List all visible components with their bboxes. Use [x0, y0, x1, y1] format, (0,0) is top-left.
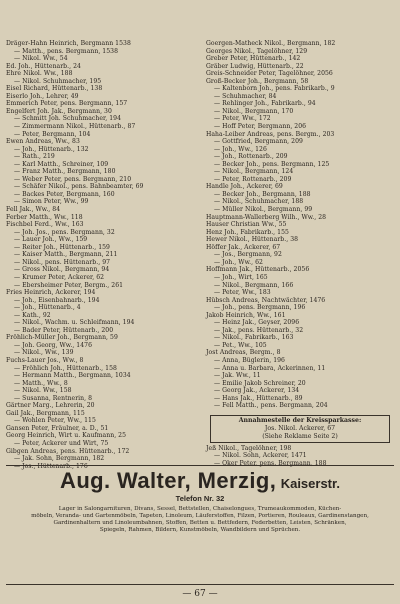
directory-entry: — Peter, Ww., 172	[214, 115, 271, 123]
directory-entry: Engelfert Joh. Jak., Bergmann, 30	[6, 107, 112, 115]
directory-entry: — Becker Joh., pens. Bergmann, 125	[214, 160, 330, 168]
directory-entry: Handle Joh., Ackerer, 69	[206, 183, 283, 191]
directory-entry: Hauser Christian Ww., 55	[206, 221, 287, 229]
directory-entry: — Peter, Ww., 183	[214, 289, 271, 297]
notice-line-3: (Siehe Reklame Seite 2)	[262, 432, 338, 440]
directory-entry: Gräber Ludwig, Hüttenarb., 22	[206, 62, 304, 70]
directory-entry: — Jak. Sohn, Bergmann, 182	[14, 455, 105, 463]
directory-entry: — Nikol., pens. Hüttenarb., 97	[14, 258, 111, 266]
directory-entry: Jeß Nikol., Tagelöhner, 198	[206, 444, 292, 452]
directory-entry: — Bader Peter, Hüttenarb., 200	[14, 326, 114, 334]
directory-entry: — Hermann Matth., Bergmann, 1034	[14, 372, 131, 380]
divider-top	[6, 465, 394, 466]
directory-entry: — Joh. Jos., pens. Bergmann, 32	[14, 228, 115, 236]
directory-entry: — Krumer Peter, Ackerer, 62	[14, 273, 105, 281]
directory-entry: Ed. Joh., Hüttenarb., 24	[6, 62, 81, 70]
directory-entry: — Nikol. Sohn, Ackerer, 1471	[214, 452, 307, 460]
directory-entry: Ehre Nikol. Ww., 188	[6, 70, 73, 78]
directory-entry: Dräger-Hahn Heinrich, Bergmann 1538	[6, 40, 131, 47]
directory-entry: — Simon Peter, Ww., 99	[14, 198, 89, 206]
directory-entry: — Jos., Bergmann, 92	[214, 251, 282, 259]
directory-entry: — Schmitt Joh. Schuhmacher, 194	[14, 115, 122, 123]
directory-entry: Groß-Becker Joh., Bergmann, 58	[206, 77, 309, 85]
directory-entry: — Joh., Hüttenarb., 4	[14, 304, 81, 312]
divider-bottom	[6, 584, 394, 585]
directory-entry: Jost Andreas, Bergm., 8	[206, 349, 281, 357]
directory-entry: — Gross Nikol., Bergmann, 94	[14, 266, 110, 274]
directory-entry: — Anna u. Barbara, Ackerinnen, 11	[214, 364, 326, 372]
directory-entry: Eisel Richard, Hüttenarb., 138	[6, 85, 103, 93]
notice-line-2: Jos. Nikol. Ackerer, 67	[264, 424, 336, 432]
directory-entry: — Jak. Ww., 11	[214, 372, 261, 380]
page-number: — 67 —	[182, 589, 218, 599]
directory-entry: — Joh., Eisenbahnarb., 194	[14, 296, 100, 304]
directory-entry: — Müller Nikol., Bergmann, 99	[214, 206, 313, 214]
directory-entry: — Susanna, Rentnerin, 8	[14, 394, 93, 402]
directory-entry: — Jak., pens. Hüttenarb., 32	[214, 326, 304, 334]
advertiser-banner	[0, 468, 400, 494]
directory-entry: — Nikol., Wachm. u. Schleifmann, 194	[14, 319, 135, 327]
directory-entry: — Joh. Georg, Ww., 1476	[14, 341, 92, 349]
directory-entry: — Nikol., Ww., 139	[14, 349, 74, 357]
directory-entry: — Joh., Ww., 126	[214, 145, 267, 153]
directory-entry: — Peter, Rottenarb., 209	[214, 175, 292, 183]
directory-entry: — Georg Jak., Ackerer, 134	[214, 387, 300, 395]
directory-entry: — Joh., Rottenarb., 209	[214, 153, 288, 161]
advertiser-telefon: Telefon Nr. 32	[175, 494, 225, 503]
advertiser-description	[6, 506, 394, 534]
advertiser-name: Aug. Walter, Merzig,	[60, 468, 277, 493]
directory-entry: — Peter, Ackerer und Wirt, 75	[14, 439, 109, 447]
directory-entry: — Weber Peter, pens. Bergmann, 210	[14, 175, 132, 183]
directory-entry: — Hoff Peter, Bergmann, 206	[214, 123, 307, 131]
ad-text-line: Gardinenhaltern und Linoleumbahnen, Stoffen, Betten u. Bettfedern, Federbetten, Leisten, Schränken,	[53, 520, 347, 526]
directory-entry: — Fell Matth., pens. Bergmann, 204	[214, 402, 328, 410]
directory-entry: — Becker Joh., Bergmann, 188	[214, 190, 311, 198]
directory-entry: Goergen-Matheck Nikol., Bergmann, 182	[206, 40, 336, 47]
directory-entry: — Peter, Bergmann, 104	[14, 130, 91, 138]
directory-entry: Hoffmann Jak., Hüttenarb., 2056	[206, 266, 310, 274]
directory-entry: — Rehlinger Joh., Fabrikarb., 94	[214, 100, 316, 108]
directory-entry: Greber Peter, Hüttenarb., 142	[206, 55, 301, 63]
directory-entry: — Ebersheimer Peter, Bergm., 261	[14, 281, 124, 289]
directory-entry: — Nikol., Bergmann, 124	[214, 168, 294, 176]
directory-entry: — Schuhmacher, 84	[214, 92, 277, 100]
advertiser-street: Kaiserstr.	[280, 476, 340, 491]
directory-entry: Haha-Leiber Andreas, pens. Bergm., 203	[206, 130, 335, 138]
directory-entry: — Kath., 92	[14, 311, 51, 319]
directory-entry: Ferber Matth., Ww., 118	[6, 213, 83, 221]
left-column	[6, 40, 194, 470]
directory-entry: — Reiter Joh., Hüttenarb., 159	[14, 243, 110, 251]
directory-entry: — Lauer Joh., Ww., 159	[14, 236, 88, 244]
directory-entry: — Joh., Hüttenarb., 132	[14, 145, 89, 153]
directory-entry: — Karl Matth., Schreiner, 109	[14, 160, 109, 168]
directory-entry: — Nikol., Bergmann, 170	[214, 107, 294, 115]
directory-entry: Gansen Peter, Fräulner, a. D., 51	[6, 424, 109, 432]
right-column-entries	[206, 40, 394, 410]
directory-entry: — Matth., Ww., 8	[14, 379, 68, 387]
directory-entry: — Wohlen Peter, Ww., 115	[14, 417, 96, 425]
directory-entry: — Nikol. Ww., 54	[14, 55, 68, 63]
directory-entry: — Joh., Wirt, 165	[214, 273, 268, 281]
directory-entry: — Oker Peter, pens. Bergmann, 188	[214, 459, 327, 467]
directory-entry: Georg Heinrich, Wirt u. Kaufmann, 25	[6, 432, 127, 440]
directory-entry: — Matth., pens. Bergmann, 1538	[14, 47, 119, 55]
directory-entry: Hewer Nikol., Hüttenarb., 38	[206, 236, 299, 244]
directory-entry: — Nikol. Ww., 158	[14, 387, 72, 395]
ad-text-line: Lager in Salongarnituren, Divans, Sessel, Bettstellen, Chaiselongues, Trumeaukommoden, Küchen-	[58, 506, 342, 512]
ad-text-line: Spiegeln, Rahmen, Bildern, Kunstmöbeln, Wandbildern und Sprüchen.	[99, 527, 301, 533]
directory-entry: — Fröhlich Joh., Hüttenarb., 158	[14, 364, 117, 372]
notice-line-1: Annahmestelle der Kreissparkasse:	[238, 416, 362, 424]
directory-entry: — Heinz Jak., Geyser, 2096	[214, 319, 300, 327]
directory-entry: Fröhlich-Müller Joh., Bergmann, 59	[6, 334, 118, 342]
directory-entry: Henz Joh., Fabrikarb., 155	[206, 228, 289, 236]
directory-entry: Gärtner Marg., Lehrerin, 20	[6, 402, 95, 410]
directory-entry: Fischbel Ferd., Ww., 163	[6, 221, 84, 229]
directory-entry: Gibgen Andreas, pens. Hüttenarb., 172	[6, 447, 130, 455]
directory-entry: — Nikol., Fabrikarb., 163	[214, 334, 294, 342]
directory-entry: Hübsch Andreas, Nachtwächter, 1476	[206, 296, 326, 304]
directory-entry: Gail Jak., Bergmann, 115	[6, 409, 85, 417]
directory-entry: — Zimmermann Nikol., Hüttenarb., 87	[14, 123, 136, 131]
directory-entry: — Nikol., Bergmann, 166	[214, 281, 294, 289]
directory-entry: Ewen Andreas, Ww., 83	[6, 138, 80, 146]
directory-entry: — Schäfer Nikol., pens. Bahnbeamter, 69	[14, 183, 144, 191]
directory-entry: Greis-Schneider Peter, Tagelöhner, 2056	[206, 70, 333, 78]
directory-entry: Fries Heinrich, Ackerer, 194	[6, 289, 96, 297]
directory-entry: Hauptmann-Wallerberg Wilh., Ww., 28	[206, 213, 327, 221]
ad-text-line: möbeln, Veranda- und Gartenmöbeln, Tapeten, Linoleum, Läuferstoffen, Filzen, Portieren, Rouleaux, Gardinenstangen,	[31, 513, 369, 519]
directory-entry: — Rath., 219	[14, 153, 55, 161]
directory-entry: — Joh., pens. Bergmann, 196	[214, 304, 306, 312]
directory-entry: Georges Nikol., Tagelöhner, 129	[206, 47, 308, 55]
directory-entry: Emmerich Peter, pens. Bergmann, 157	[6, 100, 128, 108]
directory-entry: Fell Jak., Ww., 84	[6, 206, 61, 214]
right-column	[206, 40, 394, 466]
directory-entry: Fuchs-Lauer Jos., Ww., 8	[6, 356, 84, 364]
directory-entry: — Franz Matth., Bergmann, 180	[14, 168, 116, 176]
directory-entry: — Kaltenborn Joh., pens. Fabrikarb., 9	[214, 85, 335, 93]
directory-entry: — Anna, Büglerin, 196	[214, 356, 285, 364]
directory-entry: — Joh., Ww., 62	[214, 258, 263, 266]
directory-entry: — Hans Jak., Hüttenarb., 89	[214, 394, 303, 402]
directory-entry: — Pet., Ww., 105	[214, 341, 267, 349]
directory-entry: — Kaiser Matth., Bergmann, 211	[14, 251, 118, 259]
directory-entry: — Nikol., Schuhmacher, 188	[214, 198, 304, 206]
directory-entry: — Backes Peter, Bergmann, 160	[14, 190, 115, 198]
savings-bank-notice	[210, 415, 390, 443]
directory-entry: — Nikol. Schuhmacher, 195	[14, 77, 102, 85]
directory-entry: — Jos., Hüttenarb., 176	[14, 462, 88, 470]
directory-entry: Jakob Heinrich, Ww., 161	[206, 311, 286, 319]
directory-entry: Höffer Jak., Ackerer, 67	[206, 243, 281, 251]
directory-entry: — Gottfried, Bergmann, 209	[214, 138, 303, 146]
directory-entry: Eiserlo Joh., Lehrer, 49	[6, 92, 79, 100]
directory-entry: — Emilie Jakob Schreiner, 20	[214, 379, 306, 387]
directory-columns	[6, 40, 394, 470]
